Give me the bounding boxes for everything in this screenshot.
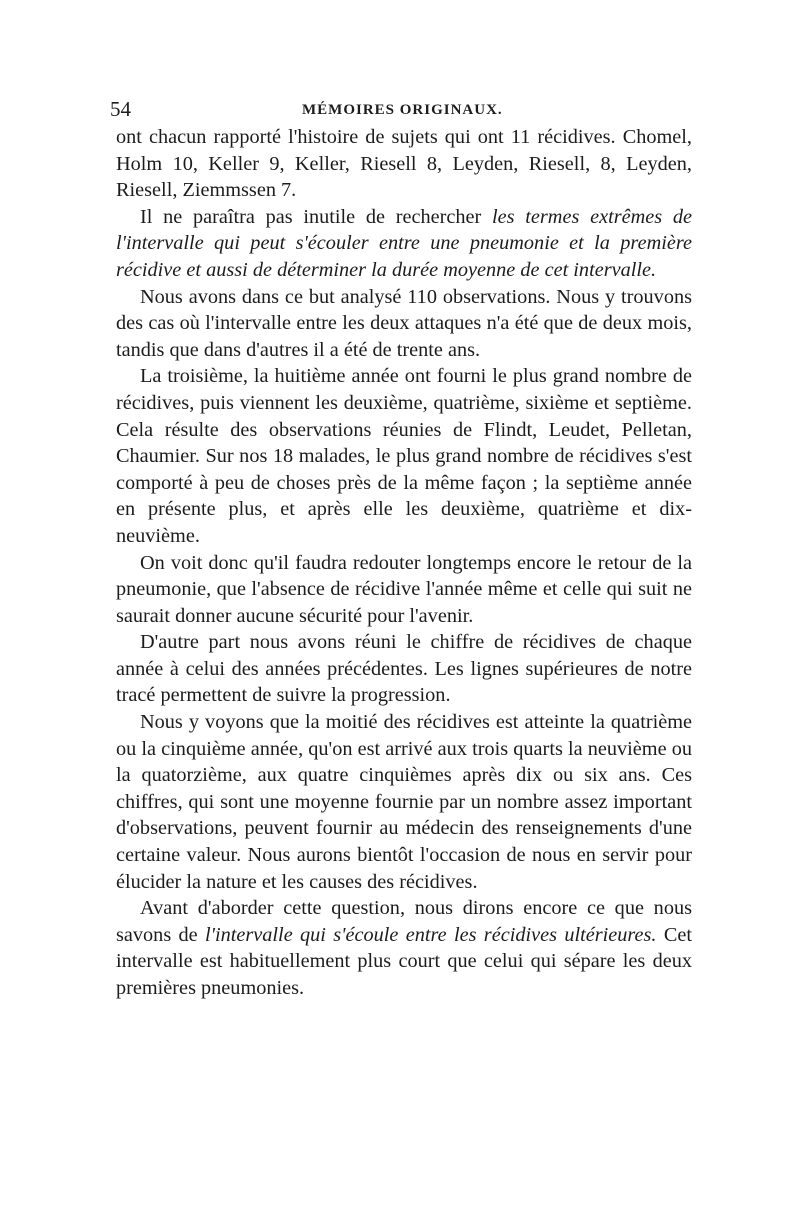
- paragraph-interval-text: Il ne paraîtra pas inutile de rechercher: [140, 205, 493, 228]
- paragraph-conclusion-risk: On voit donc qu'il faudra redouter longtemps encore le retour de la pneumonie, que l'absence de récidive l'année même et celle qui suit ne saurait donner aucune sécurité pour l'avenir.: [116, 551, 692, 627]
- page-number: 54: [110, 97, 131, 121]
- running-title: MÉMOIRES ORIGINAUX.: [302, 102, 503, 118]
- paragraph-later-text-start: Avant d'aborder cette question, nous dirons encore ce que nous savons de: [116, 897, 692, 946]
- paragraph-cumulative: D'autre part nous avons réuni le chiffre de récidives de chaque année à celui des années précédentes. Les lignes supérieures de notre tracé permettent de suivre la progression.: [116, 631, 692, 707]
- paragraph-years-frequency: La troisième, la huitième année ont fourni le plus grand nombre de récidives, puis viennent les deuxième, quatrième, sixième et septième. Cela résulte des observations réunies de Flindt, Leudet, Pelletan, Chaumier. Sur nos 18 malades, le plus grand nombre de récidives s'est comporté à peu de choses près de la même façon ; la septième année en présente plus, et après elle les deuxième, quatrième et dix-neuvième.: [116, 365, 692, 547]
- paragraph-interval-question: [116, 204, 692, 284]
- paragraph-later-italic: l'intervalle qui s'écoule entre les récidives ultérieures.: [205, 923, 657, 946]
- paragraph-progression: Nous y voyons que la moitié des récidives est atteinte la quatrième ou la cinquième année, qu'on est arrivé aux trois quarts la neuvième ou la quatorzième, aux quatre cinquièmes après dix ou six ans. Ces chiffres, qui sont une moyenne fournie par un nombre assez important d'observations, peuvent fournir au médecin des renseignements d'une certaine valeur. Nous aurons bientôt l'occasion de nous en servir pour élucider la nature et les causes des récidives.: [116, 711, 692, 893]
- paragraph-later-intervals: [116, 895, 692, 1001]
- paragraph-interval-italic: les termes extrêmes de l'intervalle qui peut s'écouler entre une pneumonie et la première récidive et aussi de déterminer la durée moyenne de cet intervalle.: [116, 205, 692, 281]
- paragraph-recurrence-list: ont chacun rapporté l'histoire de sujets qui ont 11 récidives. Chomel, Holm 10, Keller 9, Keller, Riesell 8, Leyden, Riesell, 8, Leyden, Riesell, Ziemmssen 7.: [116, 126, 692, 202]
- running-head: [110, 97, 692, 121]
- book-page: [110, 97, 692, 1002]
- paragraph-later-text-end: Cet intervalle est habituellement plus court que celui qui sépare les deux premières pneumonies.: [116, 923, 692, 999]
- paragraph-analysis: Nous avons dans ce but analysé 110 observations. Nous y trouvons des cas où l'intervalle entre les deux attaques n'a été que de deux mois, tandis que dans d'autres il a été de trente ans.: [116, 285, 692, 361]
